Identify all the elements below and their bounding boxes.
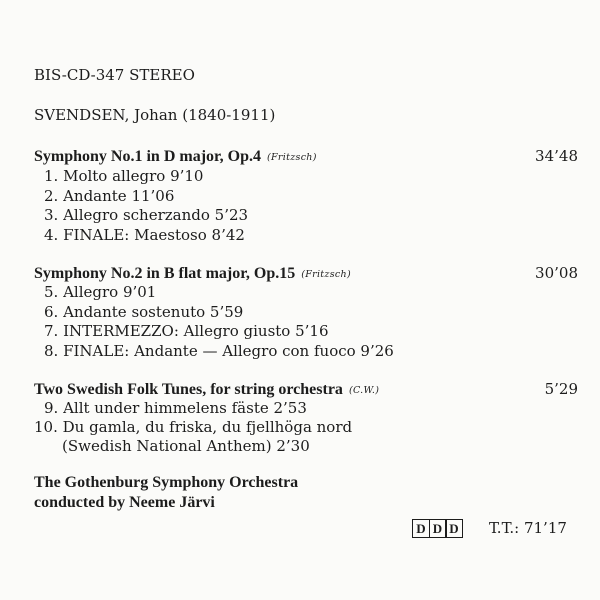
- work-1-duration: 34’48: [535, 147, 578, 165]
- total-time: T.T.: 71’17: [489, 519, 567, 537]
- track-3: 3. Allegro scherzando 5’23: [44, 206, 249, 224]
- composer-heading: SVENDSEN, Johan (1840-1911): [34, 106, 276, 124]
- work-1-title: Symphony No.1 in D major, Op.4: [34, 148, 262, 165]
- conductor: conducted by Neeme Järvi: [34, 494, 215, 511]
- ddd-letter-2: D: [429, 519, 447, 538]
- track-10: 10. Du gamla, du friska, du fjellhöga nord: [34, 418, 353, 436]
- work-3-title: Two Swedish Folk Tunes, for string orchestra: [34, 381, 343, 398]
- ddd-letter-1: D: [412, 519, 430, 538]
- work-2-heading: [34, 264, 351, 284]
- work-3-credit: (C.W.): [348, 385, 380, 396]
- track-2: 2. Andante 11’06: [44, 187, 175, 205]
- track-5: 5. Allegro 9’01: [44, 283, 157, 301]
- work-2-title: Symphony No.2 in B flat major, Op.15: [34, 265, 296, 282]
- track-1: 1. Molto allegro 9’10: [44, 167, 204, 185]
- ddd-letter-3: D: [445, 519, 463, 538]
- track-10-subtitle: (Swedish National Anthem) 2’30: [62, 437, 310, 455]
- work-2-credit: (Fritzsch): [301, 269, 351, 280]
- track-6: 6. Andante sostenuto 5’59: [44, 303, 244, 321]
- work-3-heading: [34, 380, 379, 400]
- orchestra: The Gothenburg Symphony Orchestra: [34, 474, 299, 491]
- track-8: 8. FINALE: Andante — Allegro con fuoco 9’26: [44, 342, 394, 360]
- track-4: 4. FINALE: Maestoso 8’42: [44, 226, 245, 244]
- track-9: 9. Allt under himmelens fäste 2’53: [44, 399, 307, 417]
- work-1-credit: (Fritzsch): [267, 152, 317, 163]
- work-3-duration: 5’29: [544, 380, 578, 398]
- work-1-heading: [34, 147, 317, 167]
- work-2-duration: 30’08: [535, 264, 578, 282]
- track-7: 7. INTERMEZZO: Allegro giusto 5’16: [44, 322, 329, 340]
- catalog-number: BIS-CD-347 STEREO: [34, 66, 195, 84]
- ddd-code-badge: [412, 519, 462, 538]
